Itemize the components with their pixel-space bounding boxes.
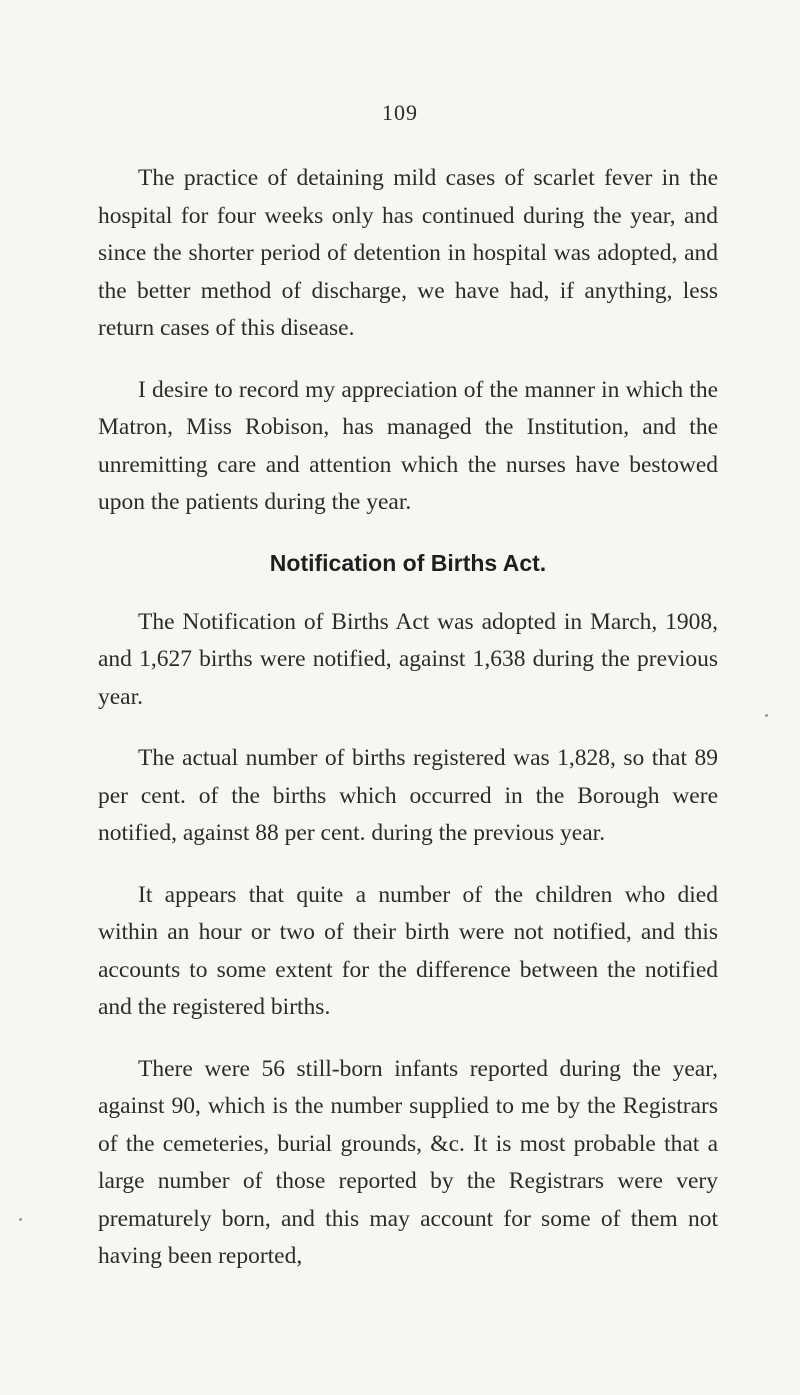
paragraph-appreciation: I desire to record my appreciation of the manner in which the Matron, Miss Robison, has managed the Institution, and the unremitting care and attention which the nurses have bestowed upon the patients during the year. (98, 376, 718, 515)
page-number: 109 (382, 100, 418, 125)
paragraph-still-born: There were 56 still-born infants reported during the year, against 90, which is the number supplied to me by the Registrars of the cemeteries, burial grounds, &c. It is most probable that a large number of those reported by the Registrars were very prematurely born, and this may account for some of them not having been reported, (98, 1055, 718, 1269)
paper-speck (19, 1218, 22, 1221)
page-body (98, 160, 718, 1300)
paragraph-scarlet-fever: The practice of detaining mild cases of scarlet fever in the hospital for four weeks only has continued during the year, and since the shorter period of detention in hospital was adopted, and the better method of discharge, we have had, if anything, less return cases of this disease. (98, 165, 718, 341)
paper-speck (765, 714, 768, 717)
section-heading: Notification of Births Act. (269, 549, 547, 576)
paragraph-children-died: It appears that quite a number of the children who died within an hour or two of their birth were not notified, and this accounts to some extent for the difference between the notified and the registered births. (98, 881, 718, 1020)
paragraph-notification-adopted: The Notification of Births Act was adopted in March, 1908, and 1,627 births were notified, against 1,638 during the previous year. (98, 608, 718, 710)
paragraph-births-registered: The actual number of births registered was 1,828, so that 89 per cent. of the births which occurred in the Borough were notified, against 88 per cent. during the previous year. (98, 745, 718, 846)
